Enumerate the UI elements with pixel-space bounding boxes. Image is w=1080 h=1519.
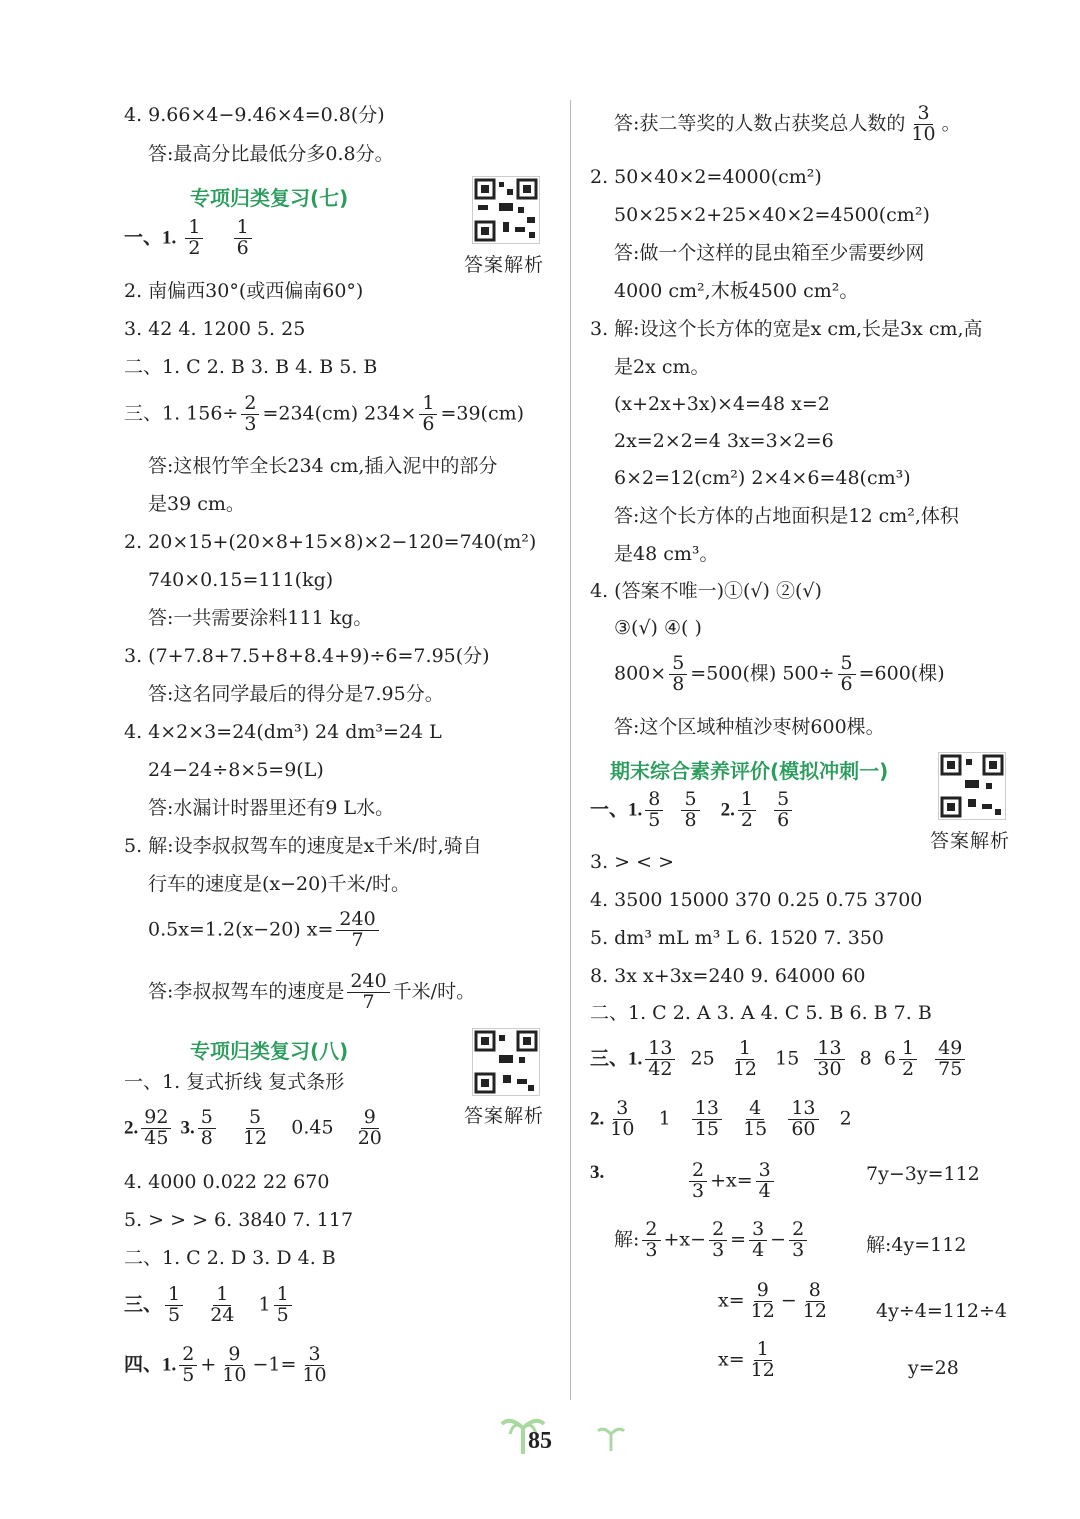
line: 二、1. C 2. D 3. D 4. B	[124, 1247, 336, 1269]
line: 答:这个长方体的占地面积是12 cm²,体积	[614, 505, 959, 527]
line: ③(√) ④( )	[614, 617, 702, 639]
qr-label: 答案解析	[464, 1105, 545, 1127]
line: 4. (答案不唯一)①(√) ②(√)	[590, 580, 822, 602]
line: 一、1. $\frac{8}{5}$ $\frac{5}{8}$ 2. $\frac{1}{2}$ $\frac{5}{6}$	[590, 790, 795, 831]
line: 答:获二等奖的人数占获奖总人数的 $\frac{3}{10}$ 。	[614, 102, 961, 145]
line: 是39 cm。	[148, 493, 245, 515]
line: 解: $\frac{2}{3}$ +x− $\frac{2}{3}$ = $\frac{3}{4}$ − $\frac{2}{3}$	[614, 1220, 810, 1261]
line: 四、1. $\frac{2}{5}$ + $\frac{9}{10}$ −1= $\frac{3}{10}$	[124, 1343, 327, 1386]
line: 答:这名同学最后的得分是7.95分。	[148, 683, 444, 705]
line: 答:水漏计时器里还有9 L水。	[148, 797, 395, 819]
line: 二、1. C 2. A 3. A 4. C 5. B 6. B 7. B	[590, 1002, 932, 1024]
line: 三、1. 156÷ $\frac{2}{3}$ =234(cm) 234× $\frac{1}{6}$ =39(cm)	[124, 392, 525, 435]
line: 2. $\frac{3}{10}$ 1 $\frac{13}{15}$ $\frac{4}{15}$ $\frac{13}{60}$ 2	[590, 1097, 852, 1140]
line: 8. 3x x+3x=240 9. 64000 60	[590, 965, 866, 987]
line: 3.	[590, 1162, 605, 1183]
line: 3. (7+7.8+7.5+8+8.4+9)÷6=7.95(分)	[124, 645, 490, 667]
line: 4y÷4=112÷4	[876, 1300, 1008, 1322]
line: 答:李叔叔驾车的速度是 $\frac{240}{7}$ 千米/时。	[148, 970, 476, 1013]
section-title-7: 专项归类复习(七)	[190, 186, 349, 210]
line: x= $\frac{9}{12}$ − $\frac{8}{12}$	[718, 1279, 827, 1322]
line: 800× $\frac{5}{8}$ =500(棵) 500÷ $\frac{5}{6}$ =600(棵)	[614, 652, 945, 695]
line: 4. 9.66×4−9.46×4=0.8(分)	[124, 104, 385, 126]
line: 50×25×2+25×40×2=4500(cm²)	[614, 204, 930, 226]
line: 3. > < >	[590, 851, 675, 873]
qr-code-icon[interactable]	[472, 1028, 540, 1096]
qr-code-icon[interactable]	[472, 176, 540, 244]
qr-code-icon[interactable]	[938, 752, 1006, 820]
line: 4. 3500 15000 370 0.25 0.75 3700	[590, 889, 923, 911]
line: y=28	[908, 1357, 959, 1379]
line: 4. 4×2×3=24(dm³) 24 dm³=24 L	[124, 721, 442, 743]
line: 3. 42 4. 1200 5. 25	[124, 318, 306, 340]
line: 一、1. 复式折线 复式条形	[124, 1071, 345, 1093]
line: 三、1. $\frac{13}{42}$ 25 $\frac{1}{12}$ 15 $\frac{13}{30}$ 8 6 $\frac{1}{2}$ $\frac{49}{75}$	[590, 1039, 968, 1080]
qr-label: 答案解析	[930, 830, 1011, 852]
line: 行车的速度是(x−20)千米/时。	[148, 873, 411, 895]
line: 4000 cm²,木板4500 cm²。	[614, 280, 859, 302]
line: 三、 $\frac{1}{5}$ $\frac{1}{24}$ 1 $\frac{1}{5}$	[124, 1285, 295, 1326]
line: 解:4y=112	[866, 1234, 967, 1256]
line: 740×0.15=111(kg)	[148, 569, 334, 591]
line: 5. 解:设李叔叔驾车的速度是x千米/时,骑自	[124, 835, 482, 857]
section-title-8: 专项归类复习(八)	[190, 1039, 349, 1063]
line: 2x=2×2=4 3x=3×2=6	[614, 430, 834, 452]
line: 5. > > > 6. 3840 7. 117	[124, 1209, 354, 1231]
line: 24−24÷8×5=9(L)	[148, 759, 324, 781]
line: 0.5x=1.2(x−20) x= $\frac{240}{7}$	[148, 910, 382, 951]
line: 2. 20×15+(20×8+15×8)×2−120=740(m²)	[124, 531, 537, 553]
line: 4. 4000 0.022 22 670	[124, 1171, 330, 1193]
line: 答:这根竹竿全长234 cm,插入泥中的部分	[148, 455, 498, 477]
line: 6×2=12(cm²) 2×4×6=48(cm³)	[614, 467, 911, 489]
line: 3. 解:设这个长方体的宽是x cm,长是3x cm,高	[590, 318, 983, 340]
line: 答:一共需要涂料111 kg。	[148, 607, 373, 629]
line: 是2x cm。	[614, 356, 710, 378]
line: 2. 50×40×2=4000(cm²)	[590, 166, 822, 188]
palm-tree-icon	[596, 1422, 626, 1457]
column-divider	[570, 100, 571, 1400]
line: 5. dm³ mL m³ L 6. 1520 7. 350	[590, 927, 884, 949]
line: 一、1. $\frac{1}{2}$ $\frac{1}{6}$	[124, 218, 255, 259]
line: 答:做一个这样的昆虫箱至少需要纱网	[614, 242, 925, 264]
line: 二、1. C 2. B 3. B 4. B 5. B	[124, 356, 378, 378]
line: 7y−3y=112	[866, 1163, 980, 1185]
line: $\frac{2}{3}$ +x= $\frac{3}{4}$	[686, 1161, 777, 1202]
line: 2. $\frac{92}{45}$ 3. $\frac{5}{8}$ $\frac{5}{12}$ 0.45 $\frac{9}{20}$	[124, 1106, 382, 1149]
line: 答:这个区域种植沙枣树600棵。	[614, 716, 885, 738]
section-title-final: 期末综合素养评价(模拟冲刺一)	[610, 759, 889, 783]
page-number: 85	[528, 1428, 552, 1454]
line: 答:最高分比最低分多0.8分。	[148, 143, 394, 165]
line: x= $\frac{1}{12}$	[718, 1338, 775, 1381]
qr-label: 答案解析	[464, 254, 545, 276]
line: 是48 cm³。	[614, 543, 719, 565]
line: (x+2x+3x)×4=48 x=2	[614, 393, 830, 415]
line: 2. 南偏西30°(或西偏南60°)	[124, 280, 364, 302]
